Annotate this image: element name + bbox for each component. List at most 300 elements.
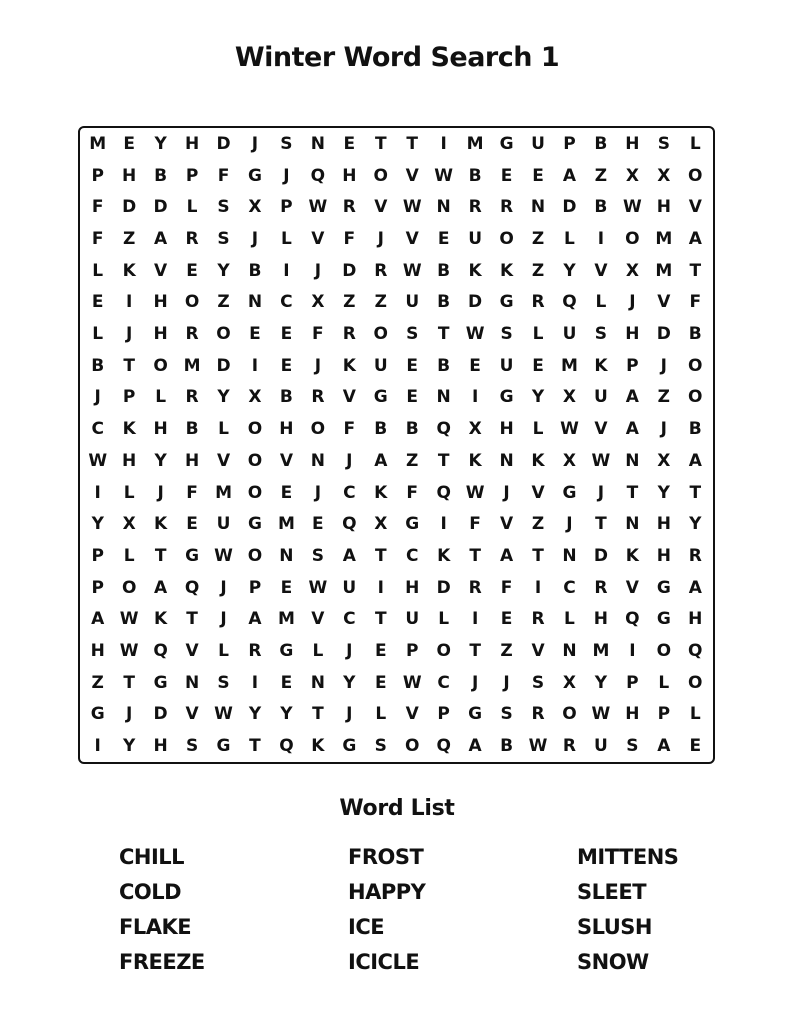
grid-cell[interactable]: F: [469, 514, 481, 535]
grid-cell[interactable]: I: [283, 260, 290, 281]
grid-cell[interactable]: W: [465, 324, 485, 345]
grid-cell[interactable]: G: [247, 514, 262, 535]
grid-cell[interactable]: O: [688, 672, 703, 693]
grid-cell[interactable]: J: [126, 704, 133, 725]
grid-cell[interactable]: K: [499, 260, 514, 281]
grid-cell[interactable]: V: [531, 641, 545, 662]
grid-cell[interactable]: L: [658, 672, 670, 693]
grid-cell[interactable]: S: [185, 736, 199, 757]
grid-cell[interactable]: K: [342, 355, 356, 376]
grid-cell[interactable]: Q: [310, 165, 326, 186]
grid-cell[interactable]: E: [500, 165, 513, 186]
grid-cell[interactable]: L: [186, 197, 198, 218]
grid-cell[interactable]: Z: [91, 672, 104, 693]
grid-cell[interactable]: K: [122, 260, 136, 281]
grid-cell[interactable]: K: [437, 545, 451, 566]
grid-cell[interactable]: O: [247, 482, 263, 503]
grid-cell[interactable]: J: [220, 577, 227, 598]
grid-cell[interactable]: V: [657, 292, 671, 313]
grid-cell[interactable]: E: [469, 355, 481, 376]
grid-cell[interactable]: Z: [500, 641, 513, 662]
grid-cell[interactable]: J: [220, 609, 227, 630]
grid-cell[interactable]: U: [342, 577, 357, 598]
grid-cell[interactable]: P: [437, 704, 450, 725]
grid-cell[interactable]: J: [346, 641, 353, 662]
grid-cell[interactable]: M: [183, 355, 201, 376]
grid-cell[interactable]: G: [562, 482, 577, 503]
grid-cell[interactable]: I: [440, 514, 447, 535]
grid-cell[interactable]: L: [123, 482, 135, 503]
grid-cell[interactable]: O: [247, 545, 263, 566]
grid-cell[interactable]: F: [91, 197, 104, 218]
grid-cell[interactable]: E: [437, 228, 450, 249]
grid-cell[interactable]: U: [531, 133, 545, 154]
grid-cell[interactable]: E: [689, 736, 702, 757]
grid-cell[interactable]: L: [155, 387, 167, 408]
grid-cell[interactable]: F: [406, 482, 419, 503]
grid-cell[interactable]: X: [122, 514, 136, 535]
grid-cell[interactable]: E: [312, 514, 324, 535]
grid-cell[interactable]: M: [277, 514, 295, 535]
grid-cell[interactable]: C: [563, 577, 576, 598]
grid-cell[interactable]: H: [656, 514, 671, 535]
grid-cell[interactable]: A: [688, 577, 702, 598]
grid-cell[interactable]: D: [153, 704, 168, 725]
grid-cell[interactable]: L: [280, 228, 292, 249]
grid-cell[interactable]: V: [185, 704, 199, 725]
grid-cell[interactable]: V: [688, 197, 702, 218]
grid-cell[interactable]: X: [562, 672, 577, 693]
grid-cell[interactable]: H: [122, 165, 137, 186]
grid-cell[interactable]: H: [656, 197, 671, 218]
grid-cell[interactable]: J: [503, 482, 510, 503]
grid-cell[interactable]: R: [531, 704, 545, 725]
grid-cell[interactable]: U: [562, 324, 577, 345]
grid-cell[interactable]: D: [342, 260, 357, 281]
grid-cell[interactable]: L: [564, 228, 575, 249]
grid-cell[interactable]: P: [91, 545, 104, 566]
grid-cell[interactable]: B: [437, 260, 451, 281]
grid-cell[interactable]: N: [279, 545, 294, 566]
grid-cell[interactable]: S: [626, 736, 639, 757]
grid-cell[interactable]: E: [280, 672, 293, 693]
grid-cell[interactable]: K: [468, 260, 482, 281]
grid-cell[interactable]: L: [532, 324, 544, 345]
grid-cell[interactable]: Y: [563, 260, 576, 281]
grid-cell[interactable]: L: [438, 609, 450, 630]
grid-cell[interactable]: J: [660, 419, 667, 440]
grid-cell[interactable]: O: [373, 324, 388, 345]
grid-cell[interactable]: N: [562, 641, 577, 662]
grid-cell[interactable]: P: [122, 387, 136, 408]
grid-cell[interactable]: R: [500, 197, 514, 218]
grid-cell[interactable]: W: [591, 450, 611, 471]
grid-cell[interactable]: H: [153, 736, 168, 757]
grid-cell[interactable]: H: [90, 641, 105, 662]
grid-cell[interactable]: A: [688, 450, 702, 471]
grid-cell[interactable]: F: [217, 165, 230, 186]
grid-cell[interactable]: B: [500, 736, 514, 757]
grid-cell[interactable]: P: [185, 165, 199, 186]
grid-cell[interactable]: V: [594, 419, 608, 440]
grid-cell[interactable]: S: [311, 545, 324, 566]
grid-cell[interactable]: V: [625, 577, 639, 598]
grid-cell[interactable]: L: [312, 641, 324, 662]
grid-cell[interactable]: G: [185, 545, 200, 566]
grid-cell[interactable]: N: [499, 450, 514, 471]
grid-cell[interactable]: Y: [689, 514, 702, 535]
grid-cell[interactable]: J: [251, 133, 259, 154]
grid-cell[interactable]: O: [121, 577, 137, 598]
grid-cell[interactable]: Y: [280, 704, 293, 725]
grid-cell[interactable]: N: [310, 672, 325, 693]
grid-cell[interactable]: E: [406, 387, 419, 408]
grid-cell[interactable]: A: [562, 165, 577, 186]
grid-cell[interactable]: Q: [625, 609, 640, 630]
grid-cell[interactable]: H: [279, 419, 294, 440]
grid-cell[interactable]: I: [94, 736, 101, 757]
grid-cell[interactable]: A: [625, 419, 639, 440]
grid-cell[interactable]: G: [656, 577, 671, 598]
grid-cell[interactable]: H: [405, 577, 420, 598]
grid-cell[interactable]: I: [94, 482, 101, 503]
grid-cell[interactable]: T: [689, 482, 702, 503]
grid-cell[interactable]: L: [218, 419, 229, 440]
grid-cell[interactable]: P: [248, 577, 262, 598]
grid-cell[interactable]: A: [342, 545, 356, 566]
grid-cell[interactable]: P: [626, 355, 639, 376]
grid-cell[interactable]: W: [402, 197, 422, 218]
grid-cell[interactable]: W: [622, 197, 642, 218]
grid-cell[interactable]: V: [374, 197, 388, 218]
grid-cell[interactable]: R: [688, 545, 702, 566]
grid-cell[interactable]: D: [656, 324, 671, 345]
grid-cell[interactable]: P: [280, 197, 293, 218]
grid-cell[interactable]: J: [283, 165, 290, 186]
grid-cell[interactable]: W: [214, 704, 233, 725]
grid-cell[interactable]: L: [689, 133, 701, 154]
grid-cell[interactable]: R: [468, 577, 482, 598]
grid-cell[interactable]: F: [312, 324, 324, 345]
grid-cell[interactable]: U: [373, 355, 388, 376]
grid-cell[interactable]: H: [153, 324, 168, 345]
grid-cell[interactable]: A: [91, 609, 105, 630]
grid-cell[interactable]: L: [123, 545, 135, 566]
grid-cell[interactable]: G: [468, 704, 483, 725]
grid-cell[interactable]: H: [342, 165, 357, 186]
grid-cell[interactable]: N: [625, 514, 640, 535]
grid-cell[interactable]: X: [374, 514, 388, 535]
grid-cell[interactable]: J: [629, 292, 636, 313]
grid-cell[interactable]: Y: [217, 260, 230, 281]
grid-cell[interactable]: W: [465, 482, 485, 503]
grid-cell[interactable]: R: [342, 197, 356, 218]
grid-cell[interactable]: P: [626, 672, 639, 693]
grid-cell[interactable]: R: [248, 641, 262, 662]
grid-cell[interactable]: M: [466, 133, 484, 154]
grid-cell[interactable]: N: [436, 197, 451, 218]
grid-cell[interactable]: G: [90, 704, 105, 725]
grid-cell[interactable]: H: [122, 450, 137, 471]
grid-cell[interactable]: B: [437, 292, 451, 313]
grid-cell[interactable]: K: [468, 450, 482, 471]
grid-cell[interactable]: Y: [531, 387, 545, 408]
grid-cell[interactable]: O: [688, 165, 703, 186]
grid-cell[interactable]: B: [405, 419, 419, 440]
grid-cell[interactable]: B: [594, 133, 608, 154]
grid-cell[interactable]: E: [249, 324, 261, 345]
grid-cell[interactable]: U: [405, 292, 420, 313]
grid-cell[interactable]: N: [310, 133, 325, 154]
grid-cell[interactable]: C: [405, 545, 419, 566]
grid-cell[interactable]: Q: [342, 514, 357, 535]
grid-cell[interactable]: T: [186, 609, 198, 630]
grid-cell[interactable]: S: [280, 133, 293, 154]
grid-cell[interactable]: H: [499, 419, 514, 440]
grid-cell[interactable]: P: [657, 704, 671, 725]
grid-cell[interactable]: U: [594, 387, 608, 408]
grid-cell[interactable]: Q: [184, 577, 200, 598]
grid-cell[interactable]: T: [154, 545, 167, 566]
grid-cell[interactable]: Z: [123, 228, 136, 249]
grid-cell[interactable]: E: [374, 641, 387, 662]
grid-cell[interactable]: V: [342, 387, 356, 408]
grid-cell[interactable]: U: [499, 355, 514, 376]
grid-cell[interactable]: W: [402, 260, 422, 281]
grid-cell[interactable]: B: [91, 355, 105, 376]
grid-cell[interactable]: A: [688, 228, 702, 249]
grid-cell[interactable]: P: [91, 165, 104, 186]
grid-cell[interactable]: O: [688, 355, 703, 376]
grid-cell[interactable]: U: [405, 609, 420, 630]
grid-cell[interactable]: V: [216, 450, 231, 471]
grid-cell[interactable]: X: [248, 197, 262, 218]
grid-cell[interactable]: G: [499, 292, 514, 313]
grid-cell[interactable]: L: [92, 324, 104, 345]
grid-cell[interactable]: A: [499, 545, 514, 566]
grid-cell[interactable]: P: [91, 577, 104, 598]
grid-cell[interactable]: B: [468, 165, 482, 186]
grid-cell[interactable]: K: [122, 419, 136, 440]
grid-cell[interactable]: Z: [531, 260, 545, 281]
grid-cell[interactable]: I: [629, 641, 636, 662]
grid-cell[interactable]: L: [564, 609, 575, 630]
grid-cell[interactable]: L: [92, 260, 104, 281]
grid-cell[interactable]: S: [500, 704, 513, 725]
grid-cell[interactable]: Y: [154, 133, 167, 154]
grid-cell[interactable]: J: [314, 260, 322, 281]
grid-cell[interactable]: N: [247, 292, 263, 313]
grid-cell[interactable]: C: [280, 292, 293, 313]
grid-cell[interactable]: Z: [531, 514, 545, 535]
grid-cell[interactable]: C: [437, 672, 450, 693]
grid-cell[interactable]: G: [153, 672, 168, 693]
grid-cell[interactable]: J: [157, 482, 164, 503]
grid-cell[interactable]: O: [153, 355, 168, 376]
grid-cell[interactable]: E: [186, 514, 198, 535]
grid-cell[interactable]: A: [625, 387, 639, 408]
grid-cell[interactable]: F: [343, 419, 356, 440]
grid-cell[interactable]: L: [689, 704, 701, 725]
grid-cell[interactable]: K: [594, 355, 608, 376]
grid-cell[interactable]: S: [217, 228, 230, 249]
grid-cell[interactable]: D: [122, 197, 137, 218]
grid-cell[interactable]: M: [592, 641, 610, 662]
grid-cell[interactable]: N: [310, 450, 325, 471]
grid-cell[interactable]: J: [660, 355, 667, 376]
grid-cell[interactable]: E: [374, 672, 387, 693]
grid-cell[interactable]: W: [591, 704, 611, 725]
grid-cell[interactable]: W: [434, 165, 454, 186]
grid-cell[interactable]: V: [311, 609, 325, 630]
grid-cell[interactable]: E: [280, 482, 293, 503]
grid-cell[interactable]: S: [500, 324, 513, 345]
grid-cell[interactable]: O: [562, 704, 577, 725]
grid-cell[interactable]: L: [375, 704, 387, 725]
grid-cell[interactable]: O: [247, 450, 263, 471]
grid-cell[interactable]: T: [626, 482, 639, 503]
grid-cell[interactable]: G: [405, 514, 420, 535]
grid-cell[interactable]: R: [342, 324, 356, 345]
grid-cell[interactable]: P: [405, 641, 419, 662]
grid-cell[interactable]: I: [471, 609, 479, 630]
grid-cell[interactable]: V: [311, 228, 325, 249]
grid-cell[interactable]: E: [532, 355, 544, 376]
grid-cell[interactable]: G: [499, 387, 514, 408]
grid-cell[interactable]: O: [216, 324, 231, 345]
grid-cell[interactable]: B: [688, 324, 702, 345]
grid-cell[interactable]: T: [123, 355, 135, 376]
grid-cell[interactable]: Y: [657, 482, 670, 503]
grid-cell[interactable]: F: [689, 292, 702, 313]
grid-cell[interactable]: A: [248, 609, 262, 630]
grid-cell[interactable]: T: [312, 704, 324, 725]
grid-cell[interactable]: A: [154, 577, 168, 598]
grid-cell[interactable]: R: [185, 387, 199, 408]
grid-cell[interactable]: S: [594, 324, 608, 345]
grid-cell[interactable]: T: [469, 545, 481, 566]
grid-cell[interactable]: T: [374, 545, 387, 566]
grid-cell[interactable]: W: [528, 736, 548, 757]
grid-cell[interactable]: N: [530, 197, 546, 218]
grid-cell[interactable]: Z: [531, 228, 545, 249]
grid-cell[interactable]: K: [625, 545, 639, 566]
grid-cell[interactable]: T: [123, 672, 135, 693]
grid-cell[interactable]: Z: [657, 387, 670, 408]
grid-cell[interactable]: Z: [374, 292, 387, 313]
grid-cell[interactable]: W: [119, 641, 139, 662]
grid-cell[interactable]: V: [499, 514, 514, 535]
grid-cell[interactable]: Y: [154, 450, 167, 471]
grid-cell[interactable]: J: [94, 387, 101, 408]
grid-cell[interactable]: O: [373, 165, 388, 186]
grid-cell[interactable]: O: [625, 228, 640, 249]
grid-cell[interactable]: G: [342, 736, 357, 757]
grid-cell[interactable]: V: [405, 704, 419, 725]
grid-cell[interactable]: W: [308, 577, 328, 598]
grid-cell[interactable]: J: [251, 228, 259, 249]
grid-cell[interactable]: F: [500, 577, 513, 598]
grid-cell[interactable]: G: [373, 387, 388, 408]
grid-cell[interactable]: D: [216, 133, 231, 154]
grid-cell[interactable]: K: [154, 514, 168, 535]
grid-cell[interactable]: X: [657, 165, 671, 186]
grid-cell[interactable]: N: [625, 450, 640, 471]
grid-cell[interactable]: N: [436, 387, 451, 408]
grid-cell[interactable]: O: [247, 419, 263, 440]
grid-cell[interactable]: L: [595, 292, 607, 313]
grid-cell[interactable]: E: [280, 355, 293, 376]
grid-cell[interactable]: Q: [688, 641, 703, 662]
grid-cell[interactable]: Z: [594, 165, 608, 186]
grid-cell[interactable]: O: [436, 641, 451, 662]
grid-cell[interactable]: I: [377, 577, 384, 598]
grid-cell[interactable]: E: [343, 133, 356, 154]
grid-cell[interactable]: K: [154, 609, 168, 630]
grid-cell[interactable]: W: [119, 609, 139, 630]
grid-cell[interactable]: S: [406, 324, 419, 345]
grid-cell[interactable]: C: [91, 419, 104, 440]
grid-cell[interactable]: M: [89, 133, 107, 154]
grid-cell[interactable]: M: [277, 609, 295, 630]
grid-cell[interactable]: H: [688, 609, 703, 630]
grid-cell[interactable]: T: [406, 133, 419, 154]
grid-cell[interactable]: J: [126, 324, 133, 345]
grid-cell[interactable]: W: [402, 672, 422, 693]
grid-cell[interactable]: V: [185, 641, 199, 662]
grid-cell[interactable]: J: [471, 672, 479, 693]
grid-cell[interactable]: C: [343, 609, 356, 630]
grid-cell[interactable]: A: [374, 450, 388, 471]
grid-cell[interactable]: T: [374, 133, 387, 154]
grid-cell[interactable]: X: [311, 292, 325, 313]
grid-cell[interactable]: B: [437, 355, 451, 376]
grid-cell[interactable]: H: [625, 324, 640, 345]
grid-cell[interactable]: J: [503, 672, 510, 693]
grid-cell[interactable]: W: [214, 545, 233, 566]
grid-cell[interactable]: E: [406, 355, 419, 376]
grid-cell[interactable]: F: [343, 228, 356, 249]
grid-cell[interactable]: M: [215, 482, 232, 503]
grid-cell[interactable]: X: [625, 260, 639, 281]
grid-cell[interactable]: B: [248, 260, 262, 281]
grid-cell[interactable]: X: [248, 387, 262, 408]
grid-cell[interactable]: B: [279, 387, 293, 408]
grid-cell[interactable]: G: [279, 641, 294, 662]
grid-cell[interactable]: Y: [594, 672, 608, 693]
grid-cell[interactable]: S: [531, 672, 545, 693]
grid-cell[interactable]: T: [437, 450, 450, 471]
grid-cell[interactable]: D: [562, 197, 577, 218]
grid-cell[interactable]: K: [374, 482, 388, 503]
grid-cell[interactable]: F: [91, 228, 104, 249]
grid-cell[interactable]: V: [594, 260, 608, 281]
grid-cell[interactable]: M: [561, 355, 578, 376]
grid-cell[interactable]: K: [311, 736, 325, 757]
grid-cell[interactable]: H: [625, 704, 640, 725]
grid-cell[interactable]: Q: [436, 482, 451, 503]
grid-cell[interactable]: I: [251, 672, 259, 693]
grid-cell[interactable]: W: [308, 197, 328, 218]
grid-cell[interactable]: O: [499, 228, 514, 249]
grid-cell[interactable]: Z: [406, 450, 419, 471]
grid-cell[interactable]: W: [560, 419, 579, 440]
grid-cell[interactable]: H: [184, 133, 200, 154]
grid-cell[interactable]: G: [499, 133, 514, 154]
grid-cell[interactable]: D: [593, 545, 608, 566]
grid-cell[interactable]: H: [625, 133, 640, 154]
grid-cell[interactable]: G: [247, 165, 262, 186]
